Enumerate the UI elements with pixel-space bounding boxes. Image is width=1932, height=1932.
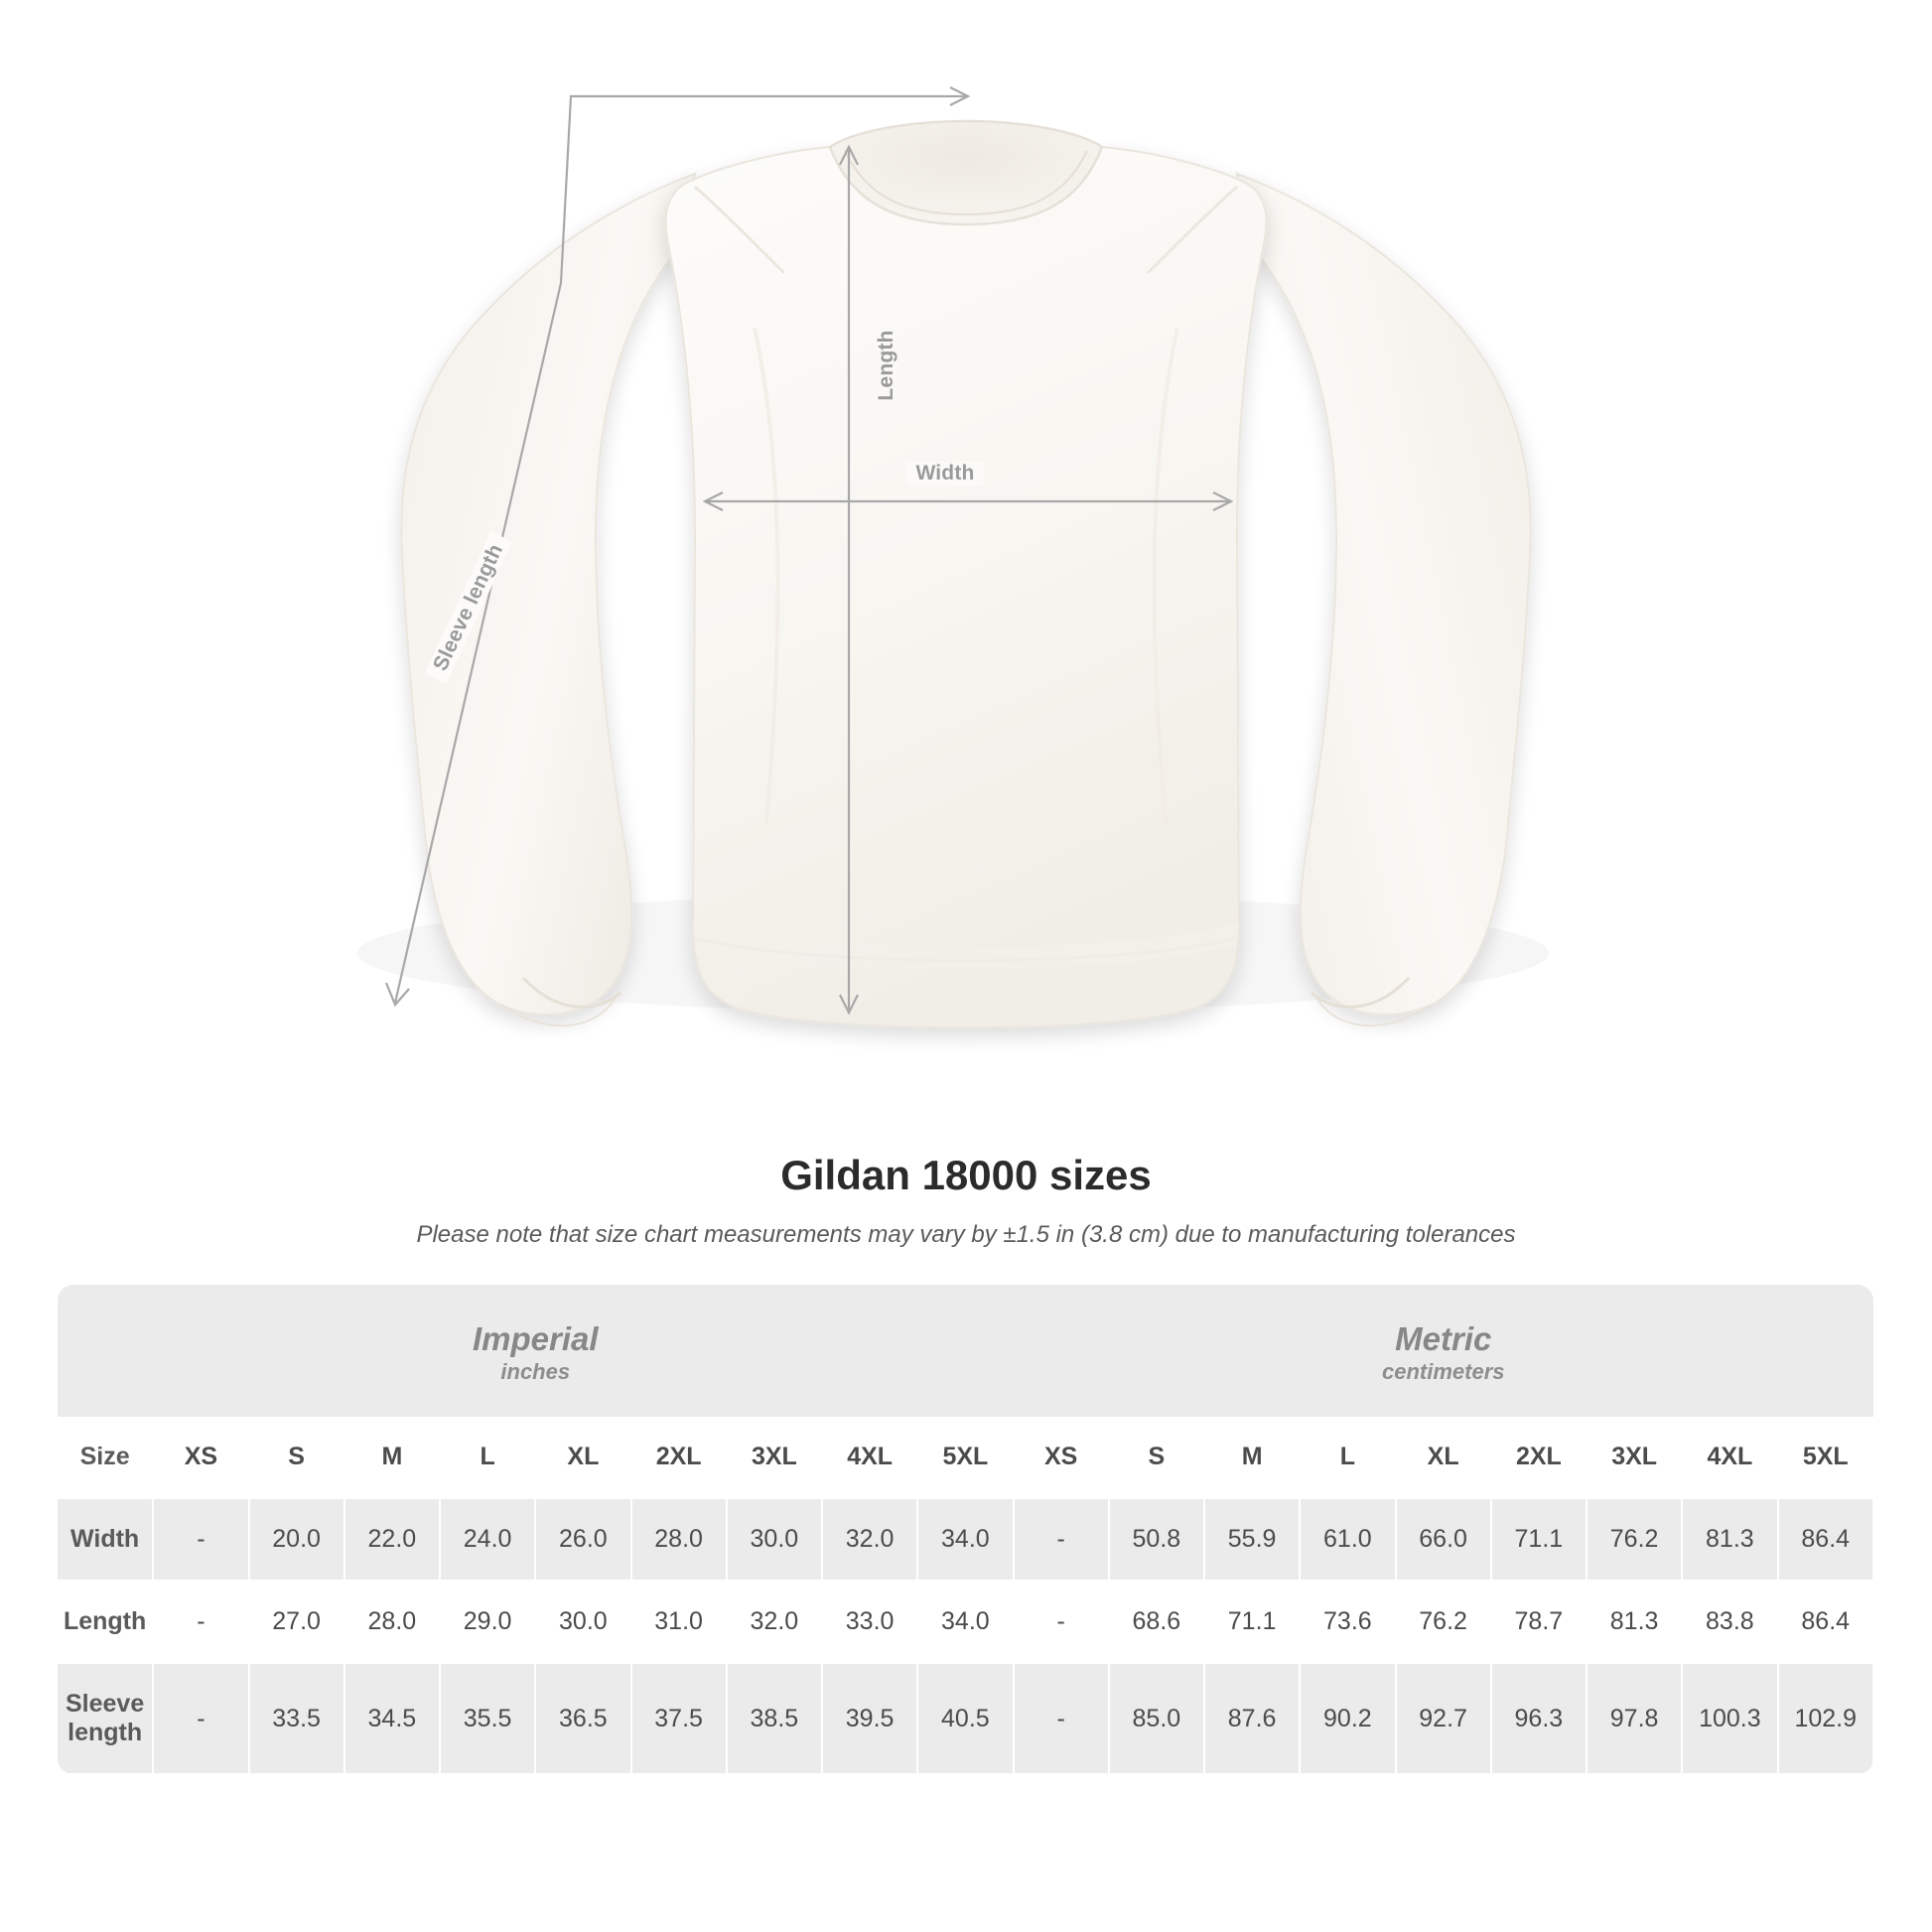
cell: 32.0 [822,1498,917,1581]
imperial-unit-sub: inches [500,1359,571,1385]
cell: 66.0 [1396,1498,1491,1581]
cell: 24.0 [440,1498,535,1581]
cell: 34.0 [917,1498,1013,1581]
cell: 28.0 [345,1581,440,1663]
cell: 28.0 [631,1498,727,1581]
column-header: XL [1396,1417,1491,1498]
column-header: 2XL [631,1417,727,1498]
cell: - [153,1663,248,1774]
column-header: L [1300,1417,1395,1498]
cell: 92.7 [1396,1663,1491,1774]
cell: 29.0 [440,1581,535,1663]
title-block [0,1152,1932,1249]
column-header: XS [153,1417,248,1498]
cell: - [153,1581,248,1663]
cell: 26.0 [535,1498,630,1581]
cell: 27.0 [249,1581,345,1663]
cell: 81.3 [1587,1581,1682,1663]
table-row [58,1663,1873,1774]
cell: 97.8 [1587,1663,1682,1774]
cell: 37.5 [631,1663,727,1774]
column-header: S [1109,1417,1204,1498]
column-header: XL [535,1417,630,1498]
cell: 78.7 [1491,1581,1587,1663]
width-dimension-label: Width [905,462,984,485]
column-header-row [58,1417,1873,1498]
metric-unit-name: Metric [1395,1320,1492,1357]
column-header: L [440,1417,535,1498]
cell: 30.0 [535,1581,630,1663]
cell: 85.0 [1109,1663,1204,1774]
cell: 81.3 [1682,1498,1777,1581]
cell: 90.2 [1300,1663,1395,1774]
column-header: XS [1014,1417,1109,1498]
cell: 83.8 [1682,1581,1777,1663]
cell: 73.6 [1300,1581,1395,1663]
cell: 86.4 [1778,1498,1874,1581]
cell: 61.0 [1300,1498,1395,1581]
imperial-unit-name: Imperial [472,1320,599,1357]
row-label: Width [58,1498,153,1581]
column-header-size: Size [58,1417,153,1498]
metric-unit-header [1014,1285,1874,1417]
page-title: Gildan 18000 sizes [780,1152,1152,1198]
cell: 30.0 [727,1498,822,1581]
cell: 39.5 [822,1663,917,1774]
cell: 76.2 [1396,1581,1491,1663]
length-dimension-label: Length [875,320,898,410]
cell: - [1014,1663,1109,1774]
cell: 50.8 [1109,1498,1204,1581]
cell: 55.9 [1204,1498,1300,1581]
cell: 32.0 [727,1581,822,1663]
cell: 87.6 [1204,1663,1300,1774]
column-header: 5XL [1778,1417,1874,1498]
cell: 38.5 [727,1663,822,1774]
cell: 102.9 [1778,1663,1874,1774]
metric-unit-sub: centimeters [1381,1359,1505,1385]
cell: - [153,1498,248,1581]
cell: 36.5 [535,1663,630,1774]
cell: - [1014,1581,1109,1663]
cell: 71.1 [1491,1498,1587,1581]
sleeve-length-dimension-label: Sleeve length [425,531,513,683]
unit-header-row [58,1285,1873,1417]
column-header: S [249,1417,345,1498]
cell: 71.1 [1204,1581,1300,1663]
tolerance-note: Please note that size chart measurements may vary by ±1.5 in (3.8 cm) due to manufacturing tolerances [416,1221,1516,1248]
cell: 20.0 [249,1498,345,1581]
cell: 86.4 [1778,1581,1874,1663]
cell: 34.0 [917,1581,1013,1663]
column-header: M [1204,1417,1300,1498]
column-header: 4XL [822,1417,917,1498]
row-label: Length [58,1581,153,1663]
cell: 100.3 [1682,1663,1777,1774]
cell: 40.5 [917,1663,1013,1774]
column-header: 3XL [727,1417,822,1498]
column-header: M [345,1417,440,1498]
imperial-unit-header [58,1285,1014,1417]
column-header: 4XL [1682,1417,1777,1498]
size-table-wrap [58,1285,1874,1775]
column-header: 3XL [1587,1417,1682,1498]
cell: 34.5 [345,1663,440,1774]
cell: 33.5 [249,1663,345,1774]
row-label: Sleeve length [58,1663,153,1774]
table-row [58,1581,1873,1663]
cell: 76.2 [1587,1498,1682,1581]
cell: - [1014,1498,1109,1581]
cell: 33.0 [822,1581,917,1663]
cell: 35.5 [440,1663,535,1774]
cell: 31.0 [631,1581,727,1663]
column-header: 2XL [1491,1417,1587,1498]
column-header: 5XL [917,1417,1013,1498]
cell: 96.3 [1491,1663,1587,1774]
cell: 22.0 [345,1498,440,1581]
size-table [58,1285,1874,1775]
cell: 68.6 [1109,1581,1204,1663]
table-row [58,1498,1873,1581]
